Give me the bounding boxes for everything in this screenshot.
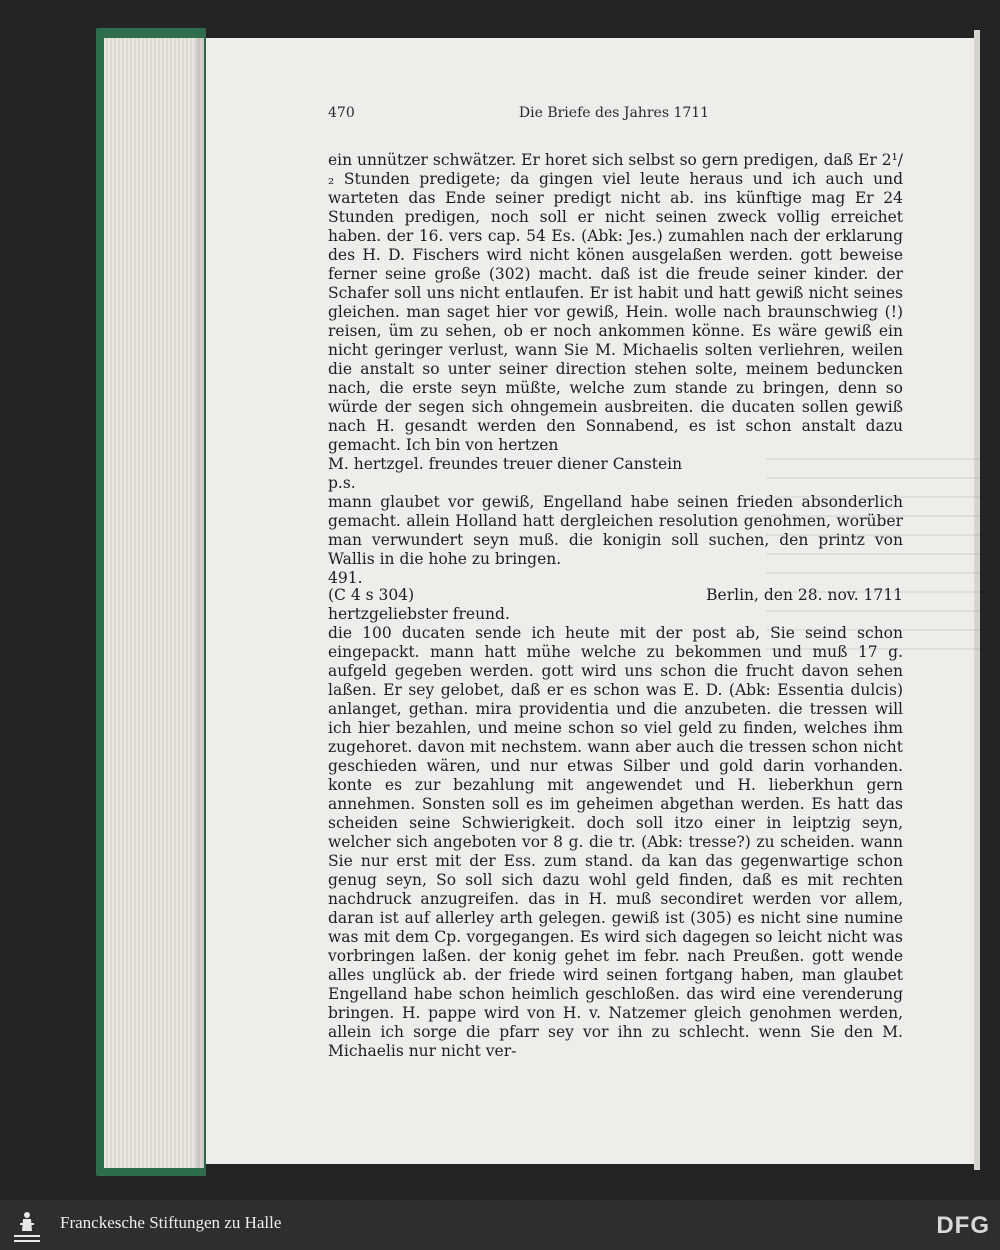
page-edges: [104, 38, 204, 1168]
salutation: hertzgeliebster freund.: [328, 605, 510, 623]
viewer-footer: [0, 1200, 1000, 1250]
source-reference: (C 4 s 304): [328, 586, 415, 604]
institution-name: Franckesche Stiftungen zu Halle: [60, 1213, 282, 1232]
letter-490-body: ein unnützer schwätzer. Er horet sich selbst so gern predigen, daß Er 2¹/₂ Stunden predigete; da gingen viel leute heraus und ich auch und warteten das Ende seiner predigt nicht ab. ins künftige mag Er 24 Stunden predigen, noch soll er nicht seinen zweck vollig erreichet haben. der 16. vers cap. 54 Es. (Abk: Jes.) zumahlen nach der erklarung des H. D. Fischers wird nicht könen ausgelaßen werden. gott beweise ferner seine große (302) macht. daß ist die freude seiner kinder. der Schafer soll uns nicht entlaufen. Er ist habit und hatt gewiß nicht seines gleichen. man saget hier vor gewiß, Hein. wolle nach braunschwieg (!) reisen, üm zu sehen, ob er noch ankommen könne. Es wäre gewiß ein nicht geringer verlust, wann Sie M. Michaelis solten verliehren, weilen die anstalt so unter seiner direction stehen solte, meinem beduncken nach, die erste seyn müßte, welche zum stande zu bringen, denn so würde der segen sich ohngemein ausbreiten. die ducaten sollen gewiß nach H. gesandt werden den Sonnabend, es ist schon anstalt dazu gemacht. Ich bin von hertzen: [328, 151, 903, 454]
postscript-label: p.s.: [328, 474, 356, 492]
postscript-text: mann glaubet vor gewiß, Engelland habe seinen frieden absonderlich gemacht. allein Holland hatt dergleichen resolution genohmen, worüber man verwundert seyn muß. die konigin soll suchen, den printz von Wallis in die hohe zu bringen.: [328, 493, 903, 568]
dfg-logo: DFG: [936, 1212, 990, 1239]
place-date: Berlin, den 28. nov. 1711: [706, 586, 903, 604]
letter-491-body: die 100 ducaten sende ich heute mit der post ab, Sie seind schon eingepackt. mann hatt mühe welche zu bekommen und muß 17 g. aufgeld gegeben werden. gott wird uns schon die frucht davon sehen laßen. Er sey gelobet, daß er es schon was E. D. (Abk: Essentia dulcis) anlanget, gethan. mira providentia und die anzubeten. die tressen will ich hier bezahlen, und meine schon so viel geld zu finden, welches ihm zugehoret. davon mit nechstem. wann aber auch die tressen schon nicht geschieden wären, und nur etwas Silber und gold darin vorhanden. konte es zur bezahlung mit angewendet und H. lieberkhun gern annehmen. Sonsten soll es im geheimen abgethan werden. Es hatt das scheiden seine Schwierigkeit. doch soll itzo einer in leiptzig seyn, welcher sich angeboten vor 8 g. die tr. (Abk: tresse?) zu scheiden. wann Sie nur erst mit der Ess. zum stand. da kan das gegenwartige schon genug seyn, So soll sich dazu wohl geld finden, daß es mit rechten nachdruck anzugreifen. das in H. muß secondiret werden vor allem, daran ist auf allerley arth gelegen. gewiß ist (305) es nicht sine numine was mit dem Cp. vorgegangen. Es wird sich dagegen so leicht nicht was vorbringen laßen. der konig gehet im febr. nach Preußen. gott wende alles unglück ab. der friede wird seinen fortgang haben, man glaubet Engelland habe schon heimlich geschloßen. das wird eine verenderung bringen. H. pappe wird von H. v. Natzemer gleich genohmen werden, allein ich sorge die pfarr sey vor ihn zu schlecht. wenn Sie den M. Michaelis nur nicht ver-: [328, 624, 903, 1060]
franckesche-stiftungen-logo-icon: [12, 1207, 42, 1245]
letter-meta: [328, 586, 903, 605]
running-title: Die Briefe des Jahres 1711: [518, 105, 710, 121]
page-text: [328, 151, 903, 1061]
page-number: 470: [328, 105, 355, 121]
letter-closing: M. hertzgel. freundes treuer diener Canstein: [328, 455, 683, 473]
letter-number: 491.: [328, 569, 363, 587]
running-head: [328, 105, 900, 131]
